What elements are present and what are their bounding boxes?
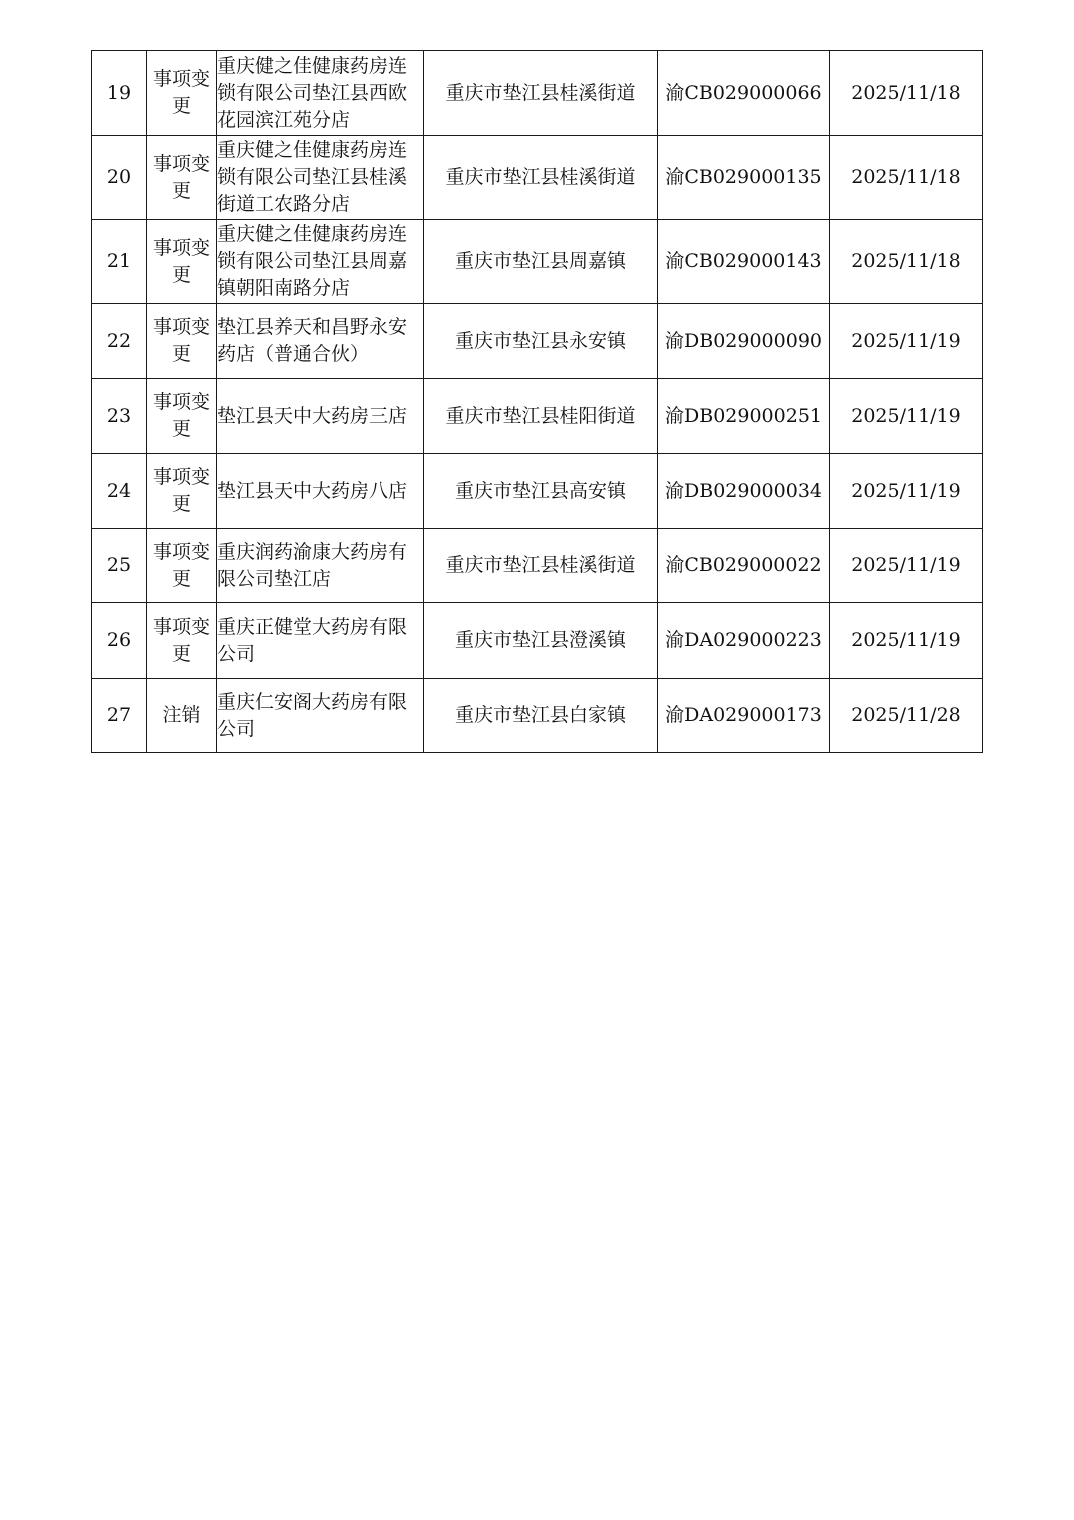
row-number: 23	[92, 379, 147, 454]
row-number: 26	[92, 603, 147, 679]
table-row	[92, 136, 983, 220]
table-row	[92, 603, 983, 679]
table-row	[92, 529, 983, 603]
change-date: 2025/11/19	[830, 304, 983, 379]
change-type: 事项变更	[147, 379, 217, 454]
change-type: 事项变更	[147, 529, 217, 603]
store-name: 重庆润药渝康大药房有限公司垫江店	[217, 529, 424, 603]
license-number: 渝DA029000173	[658, 679, 830, 753]
change-type: 事项变更	[147, 603, 217, 679]
store-address: 重庆市垫江县永安镇	[424, 304, 658, 379]
store-address: 重庆市垫江县桂阳街道	[424, 379, 658, 454]
store-name: 重庆仁安阁大药房有限公司	[217, 679, 424, 753]
store-name: 重庆健之佳健康药房连锁有限公司垫江县西欧花园滨江苑分店	[217, 51, 424, 136]
license-number: 渝DA029000223	[658, 603, 830, 679]
store-address: 重庆市垫江县周嘉镇	[424, 220, 658, 304]
row-number: 19	[92, 51, 147, 136]
store-address: 重庆市垫江县高安镇	[424, 454, 658, 529]
change-date: 2025/11/19	[830, 529, 983, 603]
row-number: 21	[92, 220, 147, 304]
row-number: 24	[92, 454, 147, 529]
table-row	[92, 304, 983, 379]
license-number: 渝DB029000251	[658, 379, 830, 454]
store-address: 重庆市垫江县桂溪街道	[424, 529, 658, 603]
table-row	[92, 51, 983, 136]
change-type: 事项变更	[147, 51, 217, 136]
table-row	[92, 379, 983, 454]
change-date: 2025/11/19	[830, 454, 983, 529]
store-address: 重庆市垫江县桂溪街道	[424, 136, 658, 220]
store-name: 重庆正健堂大药房有限公司	[217, 603, 424, 679]
row-number: 20	[92, 136, 147, 220]
store-name: 垫江县天中大药房八店	[217, 454, 424, 529]
change-date: 2025/11/18	[830, 136, 983, 220]
license-number: 渝CB029000135	[658, 136, 830, 220]
license-number: 渝DB029000090	[658, 304, 830, 379]
table-row	[92, 454, 983, 529]
change-type: 注销	[147, 679, 217, 753]
license-number: 渝CB029000066	[658, 51, 830, 136]
change-date: 2025/11/28	[830, 679, 983, 753]
row-number: 27	[92, 679, 147, 753]
change-type: 事项变更	[147, 304, 217, 379]
change-type: 事项变更	[147, 136, 217, 220]
change-type: 事项变更	[147, 454, 217, 529]
store-name: 重庆健之佳健康药房连锁有限公司垫江县桂溪街道工农路分店	[217, 136, 424, 220]
change-date: 2025/11/18	[830, 51, 983, 136]
store-address: 重庆市垫江县桂溪街道	[424, 51, 658, 136]
license-number: 渝DB029000034	[658, 454, 830, 529]
records-table	[91, 50, 983, 753]
license-number: 渝CB029000022	[658, 529, 830, 603]
table-row	[92, 679, 983, 753]
store-name: 重庆健之佳健康药房连锁有限公司垫江县周嘉镇朝阳南路分店	[217, 220, 424, 304]
change-date: 2025/11/19	[830, 603, 983, 679]
row-number: 25	[92, 529, 147, 603]
row-number: 22	[92, 304, 147, 379]
table-row	[92, 220, 983, 304]
change-date: 2025/11/18	[830, 220, 983, 304]
license-number: 渝CB029000143	[658, 220, 830, 304]
store-name: 垫江县天中大药房三店	[217, 379, 424, 454]
store-name: 垫江县养天和昌野永安药店（普通合伙）	[217, 304, 424, 379]
store-address: 重庆市垫江县澄溪镇	[424, 603, 658, 679]
change-type: 事项变更	[147, 220, 217, 304]
change-date: 2025/11/19	[830, 379, 983, 454]
table-body	[92, 51, 983, 753]
store-address: 重庆市垫江县白家镇	[424, 679, 658, 753]
